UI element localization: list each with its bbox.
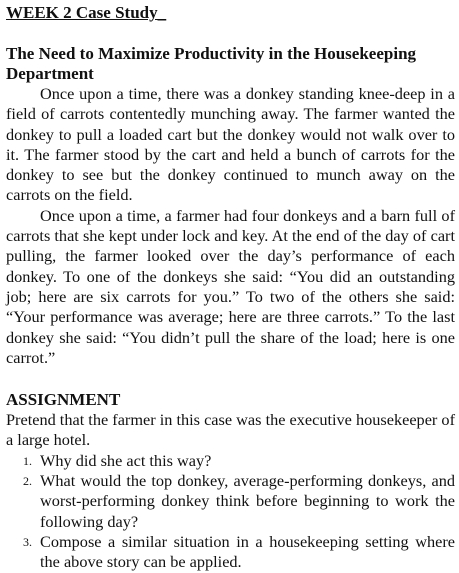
- question-text: Why did she act this way?: [40, 450, 212, 470]
- assignment-heading: ASSIGNMENT: [6, 390, 121, 410]
- question-number: 1.: [23, 453, 32, 468]
- story-paragraph-2: Once upon a time, a farmer had four donkeys and a barn full of carrots that she kept under lock and key. At the end of the day of cart pulling, the farmer looked over the day’s performance of each donkey. To one of the donkeys she said: “You did an outstanding job; here are six carrots for you.” To two of the others she said: “Your performance was average; here are three carrots.” To the last donkey she said: “You didn’t pull the share of the load; here is one carrot.”: [6, 205, 455, 367]
- story-paragraph-1: Once upon a time, there was a donkey standing knee-deep in a field of carrots contentedly munching away. The farmer wanted the donkey to pull a loaded cart but the donkey would not walk over to it. The farmer stood by the cart and held a bunch of carrots for the donkey to see but the donkey continued to munch away on the carrots on the field.: [6, 84, 455, 205]
- question-item: [6, 532, 455, 573]
- question-item: [6, 451, 455, 471]
- question-text: What would the top donkey, average-performing donkeys, and worst-performing donkey think before beginning to work the following day?: [40, 471, 455, 531]
- assignment-intro: Pretend that the farmer in this case was the executive housekeeper of a large hotel.: [6, 410, 455, 450]
- question-item: [6, 471, 455, 532]
- question-number: 3.: [23, 534, 32, 549]
- week-title: WEEK 2 Case Study_: [6, 3, 167, 22]
- question-list: [6, 451, 455, 573]
- case-study-title: The Need to Maximize Productivity in the Housekeeping Department: [6, 44, 417, 83]
- question-number: 2.: [23, 474, 32, 489]
- question-text: Compose a similar situation in a housekeeping setting where the above story can be applied.: [40, 531, 455, 572]
